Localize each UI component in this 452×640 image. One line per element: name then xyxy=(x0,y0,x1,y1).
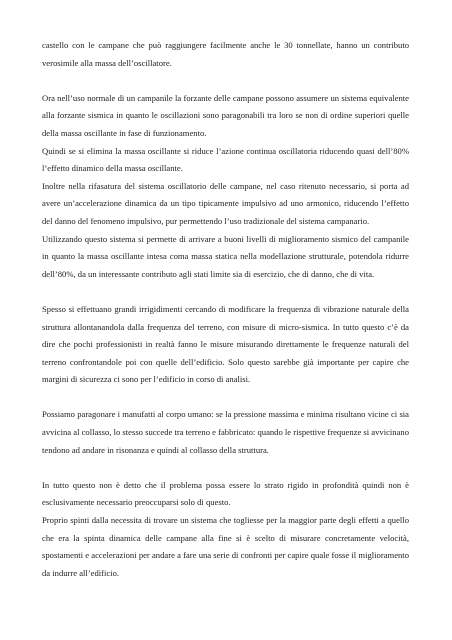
paragraph-spacer xyxy=(42,72,409,90)
paragraph-6: Spesso si effettuano grandi irrigidimenti cercando di modificare la frequenza di vibrazione naturale della struttura allontanandola dalla frequenza del terreno, con misure di micro-sismica. In tutto questo c’è da dire che pochi professionisti in realtà fanno le misure misurando direttamente le frequenze naturali del terreno confrontandole poi con quelle dell’edificio. Solo questo sarebbe già importante per capire che margini di sicurezza ci sono per l’edificio in corso di analisi. xyxy=(42,303,409,385)
paragraph-9: Proprio spinti dalla necessita di trovare un sistema che togliesse per la maggior parte degli effetti a quello che era la spinta dinamica delle campane alla fine si è scelto di misurare concretamente velocità, spostamenti e accelerazioni per andare a fare una serie di confronti per capire quale fosse il miglioramento da indurre all’edificio. xyxy=(42,515,409,578)
body-text xyxy=(42,37,409,582)
paragraph-3: Quindi se si elimina la massa oscillante si riduce l’azione continua oscillatoria riducendo quasi dell’80% l’effetto dinamico della massa oscillante. xyxy=(42,145,409,174)
paragraph-8: In tutto questo non è detto che il problema possa essere lo strato rigido in profondità quindi non è esclusivamente necessario preoccuparsi solo di questo. xyxy=(42,479,409,508)
paragraph-1: castello con le campane che può raggiungere facilmente anche le 30 tonnellate, hanno un contributo verosimile alla massa dell’oscillatore. xyxy=(42,40,409,68)
paragraph-spacer xyxy=(42,459,409,477)
paragraph-7: Possiamo paragonare i manufatti al corpo umano: se la pressione massima e minima risultano vicine ci sia avvicina al collasso, lo stesso succede tra terreno e fabbricato: quando le rispettive frequenze si avvicinano tendono ad andare in risonanza e quindi al collasso della struttura. xyxy=(42,409,410,455)
paragraph-4: Inoltre nella rifasatura del sistema oscillatorio delle campane, nel caso ritenuto necessario, si porta ad avere un’accelerazione dinamica da un tipo tipicamente impulsivo ad uno armonico, riducendo l’effetto del danno del fenomeno impulsivo, pur permettendo l’uso tradizionale del sistema campanario. xyxy=(42,180,409,226)
paragraph-5: Utilizzando questo sistema si permette di arrivare a buoni livelli di miglioramento sismico del campanile in quanto la massa oscillante intesa coma massa statica nella modellazione strutturale, potendola ridurre dell’80%, da un interessante contributo agli stati limite sia di esercizio, che di danno, che di vita. xyxy=(42,233,409,279)
paragraph-2: Ora nell’uso normale di un campanile la forzante delle campane possono assumere un sistema equivalente alla forzante sismica in quanto le oscillazioni sono paragonabili tra loro se non di ordine superiori quelle della massa oscillante in fase di funzionamento. xyxy=(42,92,409,138)
paragraph-spacer xyxy=(42,389,409,407)
paragraph-spacer xyxy=(42,283,409,301)
